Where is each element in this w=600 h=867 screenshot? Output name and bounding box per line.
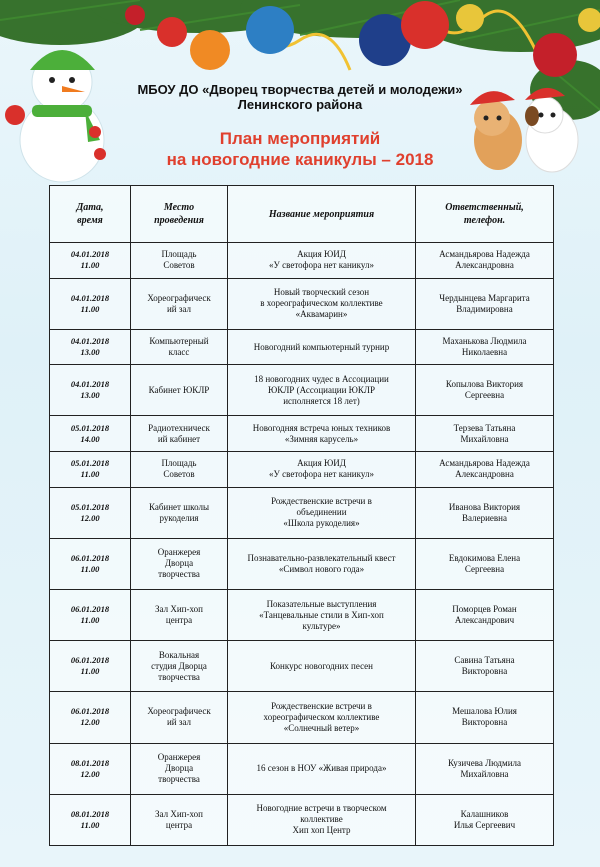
place-cell-line: Хореографическ [147, 292, 211, 303]
place-cell-line: центра [165, 819, 193, 830]
event-cell [228, 487, 416, 538]
responsible-cell [416, 365, 554, 416]
title-line-2: на новогодние каникулы – 2018 [166, 150, 434, 169]
event-cell-line: Рождественские встречи в [271, 496, 372, 507]
event-cell [228, 243, 416, 279]
responsible-cell-line: Евдокимова Елена [448, 552, 521, 563]
event-cell-line: исполняется 18 лет) [283, 395, 360, 406]
date-cell [50, 243, 131, 279]
responsible-cell-line: Михайловна [460, 433, 509, 444]
event-cell-line: ЮКЛР (Ассоциации ЮКЛР [267, 384, 376, 395]
place-cell-line: Советов [163, 260, 195, 271]
organization-line-1: МБОУ ДО «Дворец творчества детей и молодежи» [137, 82, 463, 97]
event-cell-line: Конкурс новогодних песен [270, 660, 373, 671]
table-row [50, 329, 554, 365]
place-cell-line: ий зал [166, 717, 191, 728]
date-cell-line: 11.00 [80, 563, 100, 574]
date-cell-line: 14.00 [80, 433, 100, 444]
responsible-cell [416, 487, 554, 538]
event-cell-line: Хип хоп Центр [292, 825, 351, 836]
event-cell [228, 329, 416, 365]
place-cell-line: Зал Хип-хоп [155, 604, 203, 615]
header-responsible: Ответственный, телефон. [416, 186, 554, 243]
event-cell-line: Рождественские встречи в [271, 700, 372, 711]
event-cell-line: Новогодняя встреча юных техников [252, 422, 391, 433]
event-cell-line: Новый творческий сезон [273, 287, 370, 298]
responsible-cell-line: Калашников [460, 808, 509, 819]
place-cell-line: Кабинет ЮКЛР [148, 384, 210, 395]
responsible-cell [416, 692, 554, 743]
date-cell [50, 329, 131, 365]
date-cell-line: 06.01.2018 [70, 655, 110, 666]
responsible-cell [416, 743, 554, 794]
responsible-cell [416, 589, 554, 640]
event-cell-line: хореографическом коллективе [263, 711, 380, 722]
responsible-cell-line: Сергеевна [464, 563, 505, 574]
date-cell-line: 13.00 [80, 347, 100, 357]
date-cell [50, 452, 131, 488]
date-cell-line: 12.00 [80, 717, 100, 728]
date-cell [50, 278, 131, 329]
date-cell-line: 08.01.2018 [70, 757, 110, 768]
event-cell-line: «Солнечный ветер» [283, 722, 360, 733]
header-date: Дата, время [50, 186, 131, 243]
place-cell [131, 743, 228, 794]
date-cell-line: 06.01.2018 [70, 706, 110, 717]
place-cell-line: Кабинет школы [148, 501, 210, 512]
date-cell-line: 04.01.2018 [70, 249, 110, 260]
date-cell [50, 487, 131, 538]
date-cell-line: 04.01.2018 [70, 336, 110, 346]
responsible-cell-line: Александрович [454, 615, 515, 626]
responsible-cell [416, 641, 554, 692]
responsible-cell-line: Кузичева Людмила [447, 757, 522, 768]
place-cell-line: Радиотехническ [148, 422, 210, 433]
event-cell [228, 794, 416, 845]
place-cell-line: класс [168, 347, 190, 357]
place-cell-line: Дворца [164, 763, 194, 774]
event-cell-line: Новогодний компьютерный турнир [253, 341, 390, 352]
event-cell-line: «Аквамарин» [295, 309, 348, 320]
place-cell [131, 365, 228, 416]
responsible-cell [416, 329, 554, 365]
event-cell [228, 589, 416, 640]
place-cell-line: рукоделия [159, 512, 199, 523]
event-cell-line: «Танцевальные стили в Хип-хоп [259, 609, 384, 620]
event-cell-line: 16 сезон в НОУ «Живая природа» [256, 763, 387, 774]
responsible-cell [416, 452, 554, 488]
place-cell-line: Площадь [161, 249, 197, 260]
event-cell [228, 452, 416, 488]
place-cell [131, 278, 228, 329]
organization-name [0, 82, 600, 112]
event-cell-line: «Школа рукоделия» [283, 518, 360, 529]
event-cell-line: «Символ нового года» [278, 563, 365, 574]
place-cell-line: Зал Хип-хоп [155, 808, 203, 819]
responsible-cell [416, 538, 554, 589]
place-cell-line: ий кабинет [157, 433, 201, 444]
date-cell-line: 11.00 [80, 666, 100, 677]
header-place: Место проведения [131, 186, 228, 243]
place-cell [131, 487, 228, 538]
date-cell-line: 11.00 [80, 615, 100, 626]
responsible-cell-line: Николаевна [461, 347, 508, 357]
place-cell [131, 794, 228, 845]
date-cell [50, 365, 131, 416]
table-row [50, 487, 554, 538]
table-header-row [50, 186, 554, 243]
responsible-cell-line: Михайловна [460, 768, 509, 779]
table-row [50, 538, 554, 589]
date-cell [50, 589, 131, 640]
event-cell [228, 278, 416, 329]
responsible-cell [416, 278, 554, 329]
date-cell [50, 692, 131, 743]
responsible-cell [416, 794, 554, 845]
date-cell-line: 12.00 [80, 768, 100, 779]
date-cell-line: 05.01.2018 [70, 501, 110, 512]
date-cell-line: 04.01.2018 [70, 292, 110, 303]
date-cell-line: 11.00 [80, 260, 100, 271]
date-cell-line: 06.01.2018 [70, 604, 110, 615]
place-cell-line: ий зал [166, 303, 191, 314]
event-cell-line: Акция ЮИД [297, 249, 346, 260]
table-row [50, 452, 554, 488]
place-cell [131, 452, 228, 488]
place-cell-line: творчества [158, 671, 200, 682]
event-cell-line: 18 новогодних чудес в Ассоциации [254, 373, 389, 384]
responsible-cell-line: Сергеевна [464, 390, 505, 401]
date-cell-line: 05.01.2018 [70, 422, 110, 433]
responsible-cell-line: Копылова Виктория [445, 379, 524, 390]
date-cell-line: 08.01.2018 [70, 808, 110, 819]
responsible-cell-line: Терзева Татьяна [453, 422, 516, 433]
title-line-1: План мероприятий [219, 129, 381, 148]
event-cell-line: культуре» [302, 620, 341, 631]
responsible-cell [416, 243, 554, 279]
place-cell-line: Оранжерея [157, 547, 201, 558]
place-cell-line: студия Дворца [151, 660, 207, 671]
event-cell [228, 743, 416, 794]
place-cell-line: Вокальная [158, 649, 200, 660]
place-cell [131, 589, 228, 640]
responsible-cell-line: Викторовна [461, 666, 508, 677]
table-row [50, 416, 554, 452]
place-cell-line: Площадь [161, 458, 197, 469]
organization-line-2: Ленинского района [237, 97, 363, 112]
place-cell-line: центра [165, 615, 193, 626]
event-cell-line: Познавательно-развлекательный квест [247, 552, 396, 563]
date-cell-line: 11.00 [80, 819, 100, 830]
date-cell-line: 06.01.2018 [70, 552, 110, 563]
date-cell-line: 11.00 [80, 469, 100, 480]
date-cell [50, 794, 131, 845]
date-cell [50, 743, 131, 794]
event-cell [228, 538, 416, 589]
place-cell-line: творчества [158, 569, 200, 580]
date-cell-line: 13.00 [80, 390, 100, 401]
place-cell [131, 538, 228, 589]
event-cell-line: «Зимняя карусель» [284, 433, 359, 444]
responsible-cell-line: Асмандьярова Надежда [439, 458, 530, 469]
responsible-cell-line: Валериевна [462, 512, 507, 523]
responsible-cell-line: Владимировна [456, 303, 513, 314]
date-cell-line: 12.00 [80, 512, 100, 523]
responsible-cell-line: Мешалова Юлия [452, 706, 517, 717]
table-row [50, 794, 554, 845]
place-cell-line: Советов [163, 469, 195, 480]
responsible-cell-line: Александровна [455, 469, 514, 480]
place-cell-line: Компьютерный [149, 336, 209, 346]
event-cell-line: в хореографическом коллективе [260, 298, 383, 309]
responsible-cell-line: Викторовна [461, 717, 508, 728]
responsible-cell-line: Александровна [455, 260, 514, 271]
date-cell-line: 04.01.2018 [70, 379, 110, 390]
place-cell-line: Дворца [164, 558, 194, 569]
date-cell [50, 641, 131, 692]
event-cell [228, 416, 416, 452]
event-cell-line: Показательные выступления [266, 598, 377, 609]
place-cell-line: Оранжерея [157, 752, 201, 763]
table-row [50, 589, 554, 640]
header-event: Название мероприятия [228, 186, 416, 243]
place-cell-line: творчества [158, 774, 200, 785]
place-cell [131, 692, 228, 743]
responsible-cell [416, 416, 554, 452]
table-row [50, 278, 554, 329]
place-cell [131, 329, 228, 365]
responsible-cell-line: Илья Сергеевич [453, 819, 516, 830]
event-cell-line: «У светофора нет каникул» [269, 469, 374, 480]
table-row [50, 743, 554, 794]
responsible-cell-line: Савина Татьяна [454, 655, 515, 666]
event-cell-line: Новогодние встречи в творческом [256, 803, 387, 814]
table-row [50, 243, 554, 279]
place-cell-line: Хореографическ [147, 706, 211, 717]
responsible-cell-line: Асмандьярова Надежда [439, 249, 530, 260]
event-cell [228, 365, 416, 416]
date-cell-line: 05.01.2018 [70, 458, 110, 469]
date-cell [50, 538, 131, 589]
responsible-cell-line: Иванова Виктория [448, 501, 521, 512]
table-row [50, 365, 554, 416]
responsible-cell-line: Маханькова Людмила [442, 336, 527, 346]
date-cell [50, 416, 131, 452]
date-cell-line: 11.00 [80, 303, 100, 314]
responsible-cell-line: Чердынцева Маргарита [439, 292, 530, 303]
table-row [50, 692, 554, 743]
event-cell-line: объединении [296, 507, 347, 518]
responsible-cell-line: Поморцев Роман [452, 604, 517, 615]
place-cell [131, 243, 228, 279]
place-cell [131, 641, 228, 692]
event-cell-line: Акция ЮИД [297, 458, 346, 469]
event-cell [228, 641, 416, 692]
events-table [49, 185, 554, 846]
page-title [0, 128, 600, 170]
event-cell-line: коллективе [300, 814, 343, 825]
event-cell-line: «У светофора нет каникул» [269, 260, 374, 271]
place-cell [131, 416, 228, 452]
event-cell [228, 692, 416, 743]
table-row [50, 641, 554, 692]
